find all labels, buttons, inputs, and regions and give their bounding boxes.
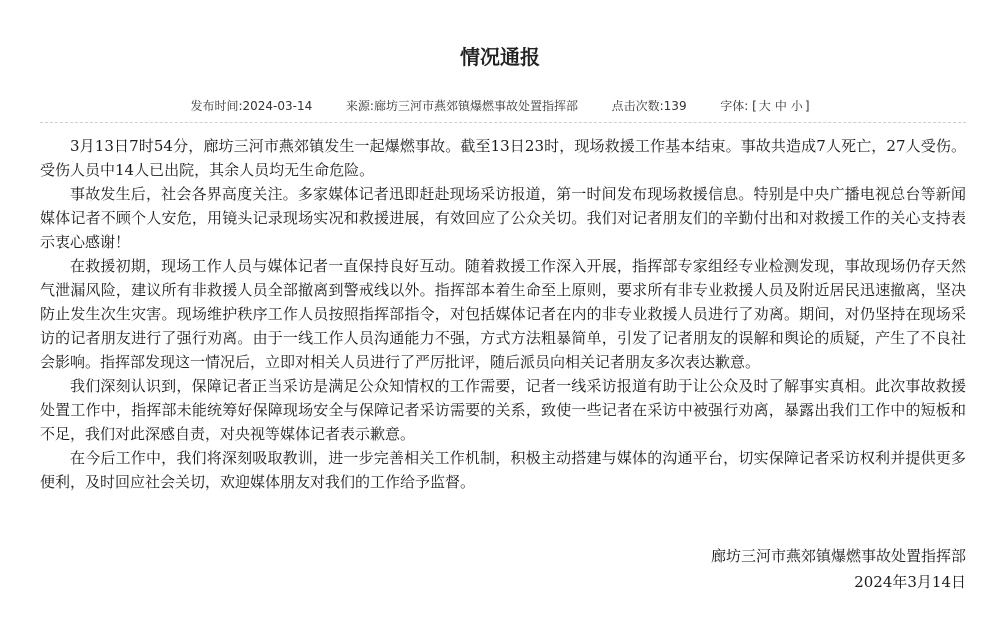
paragraph: 在今后工作中，我们将深刻吸取教训，进一步完善相关工作机制，积极主动搭建与媒体的沟通平台，切实保障记者采访权利并提供更多便利，及时回应社会关切，欢迎媒体朋友对我们的工作给予监督。 <box>40 449 966 491</box>
font-size-large-button[interactable]: 大 <box>758 99 771 113</box>
font-size-medium-button[interactable]: 中 <box>774 99 787 113</box>
published-date: 2024-03-14 <box>242 99 313 113</box>
paragraph: 我们深刻认识到，保障记者正当采访是满足公众知情权的工作需要，记者一线采访报道有助于让公众及时了解事实真相。此次事故救援处置工作中，指挥部未能统筹好保障现场安全与保障记者采访需要的关系，致使一些记者在采访中被强行劝离，暴露出我们工作中的短板和不足，我们对此深感自责，对央视等媒体记者表示歉意。 <box>40 377 966 443</box>
signature-organization: 廊坊三河市燕郊镇爆燃事故处置指挥部 <box>710 547 966 565</box>
article-meta <box>0 97 1000 114</box>
signature-date: 2024年3月14日 <box>854 573 966 591</box>
article-body <box>40 134 966 494</box>
header-divider <box>40 122 966 123</box>
font-label: 字体: <box>720 99 749 113</box>
paragraph: 3月13日7时54分，廊坊三河市燕郊镇发生一起爆燃事故。截至13日23时，现场救援工作基本结束。事故共造成7人死亡，27人受伤。受伤人员中14人已出院，其余人员均无生命危险。 <box>40 137 966 179</box>
source-name: 廊坊三河市燕郊镇爆燃事故处置指挥部 <box>373 99 578 113</box>
font-size-small-button[interactable]: 小 <box>790 99 803 113</box>
page-title: 情况通报 <box>460 45 540 69</box>
source-label: 来源: <box>345 99 374 113</box>
clicks-label: 点击次数: <box>611 99 664 113</box>
font-bracket-close: ] <box>804 99 810 113</box>
paragraph: 在救援初期，现场工作人员与媒体记者一直保持良好互动。随着救援工作深入开展，指挥部专家组经专业检测发现，事故现场仍存天然气泄漏风险，建议所有非救援人员全部撤离到警戒线以外。指挥部本着生命至上原则，要求所有非专业救援人员及附近居民迅速撤离，坚决防止发生次生灾害。现场维护秩序工作人员按照指挥部指令，对包括媒体记者在内的非专业救援人员进行了劝离。期间，对仍坚持在现场采访的记者朋友进行了强行劝离。由于一线工作人员沟通能力不强，方式方法粗暴简单，引发了记者朋友的误解和舆论的质疑，产生了不良社会影响。指挥部发现这一情况后，立即对相关人员进行了严厉批评，随后派员向相关记者朋友多次表达歉意。 <box>40 257 966 371</box>
font-bracket-open: [ <box>752 99 757 113</box>
clicks-count: 139 <box>663 99 687 113</box>
paragraph: 事故发生后，社会各界高度关注。多家媒体记者迅即赶赴现场采访报道，第一时间发布现场救援信息。特别是中央广播电视总台等新闻媒体记者不顾个人安危，用镜头记录现场实况和救援进展，有效回应了公众关切。我们对记者朋友们的辛勤付出和对救援工作的关心支持表示衷心感谢！ <box>40 185 966 251</box>
published-label: 发布时间: <box>190 99 243 113</box>
